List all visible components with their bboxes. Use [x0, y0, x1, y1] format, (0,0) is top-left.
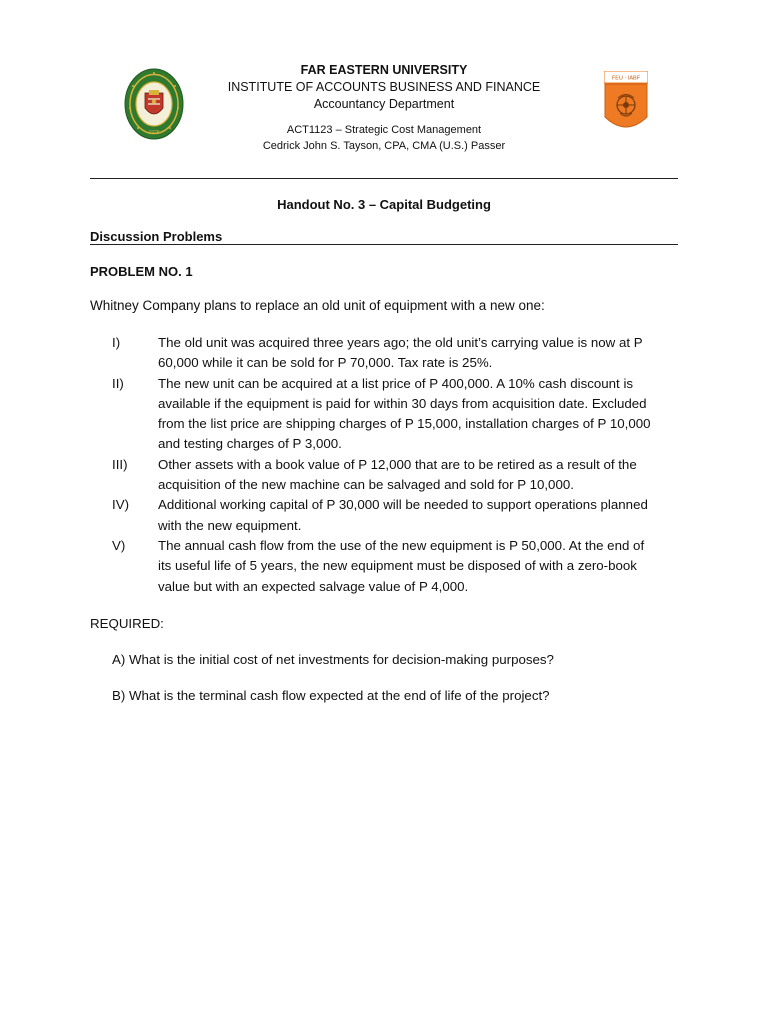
item-line: The annual cash flow from the use of the new equipment is P 50,000. At the end of: [158, 537, 645, 553]
item-number: III): [112, 456, 128, 472]
item-line: value but with an expected salvage value of P 4,000.: [158, 578, 469, 594]
item-line: Additional working capital of P 30,000 will be needed to support operations planned: [158, 497, 648, 513]
item-number: IV): [112, 497, 129, 513]
list-item: [112, 455, 678, 496]
item-number: II): [112, 375, 124, 391]
problem-intro: Whitney Company plans to replace an old unit of equipment with a new one:: [90, 298, 545, 313]
problem-title: PROBLEM NO. 1: [90, 264, 193, 279]
section-title: Discussion Problems: [90, 229, 223, 244]
item-text: [158, 333, 678, 374]
item-line: its useful life of 5 years, the new equipment must be disposed of with a zero-book: [158, 558, 637, 574]
section-divider: [90, 244, 678, 245]
list-item: [112, 536, 678, 597]
item-line: 60,000 while it can be sold for P 70,000. Tax rate is 25%.: [158, 355, 493, 371]
item-line: from the list price are shipping charges of P 15,000, installation charges of P 10,000: [158, 416, 651, 432]
question-a: A) What is the initial cost of net investments for decision-making purposes?: [112, 652, 554, 667]
item-line: and testing charges of P 3,000.: [158, 436, 342, 452]
item-text: [158, 495, 678, 536]
document-header: [90, 62, 678, 154]
item-number: V): [112, 537, 126, 553]
instructor-name: Cedrick John S. Tayson, CPA, CMA (U.S.) Passer: [262, 139, 506, 152]
item-text: [158, 374, 678, 455]
item-line: with the new equipment.: [158, 517, 302, 533]
shield-label-text: FEU · IABF: [611, 75, 641, 82]
item-line: acquisition of the new machine can be salvaged and sold for P 10,000.: [158, 477, 574, 493]
item-line: available if the equipment is paid for within 30 days from acquisition date. Excluded: [158, 395, 647, 411]
seal-year-text: 1928: [148, 130, 160, 136]
header-divider: [90, 178, 678, 179]
required-label: REQUIRED:: [90, 616, 164, 631]
item-text: [158, 536, 678, 597]
list-item: [112, 333, 678, 374]
item-line: The old unit was acquired three years ago; the old unit’s carrying value is now at P: [158, 335, 643, 350]
university-name: FAR EASTERN UNIVERSITY: [300, 63, 468, 77]
department-name: Accountancy Department: [313, 97, 455, 111]
course-name: ACT1123 – Strategic Cost Management: [286, 124, 482, 136]
item-number: I): [112, 335, 121, 350]
problem-items-list: [112, 333, 678, 597]
institute-name: INSTITUTE OF ACCOUNTS BUSINESS AND FINANCE: [227, 80, 541, 94]
question-b: B) What is the terminal cash flow expected at the end of life of the project?: [112, 688, 550, 703]
item-text: [158, 455, 678, 496]
handout-title: Handout No. 3 – Capital Budgeting: [277, 197, 491, 212]
item-line: Other assets with a book value of P 12,000 that are to be retired as a result of the: [158, 456, 637, 472]
list-item: [112, 374, 678, 455]
item-line: The new unit can be acquired at a list price of P 400,000. A 10% cash discount is: [158, 375, 634, 391]
list-item: [112, 495, 678, 536]
